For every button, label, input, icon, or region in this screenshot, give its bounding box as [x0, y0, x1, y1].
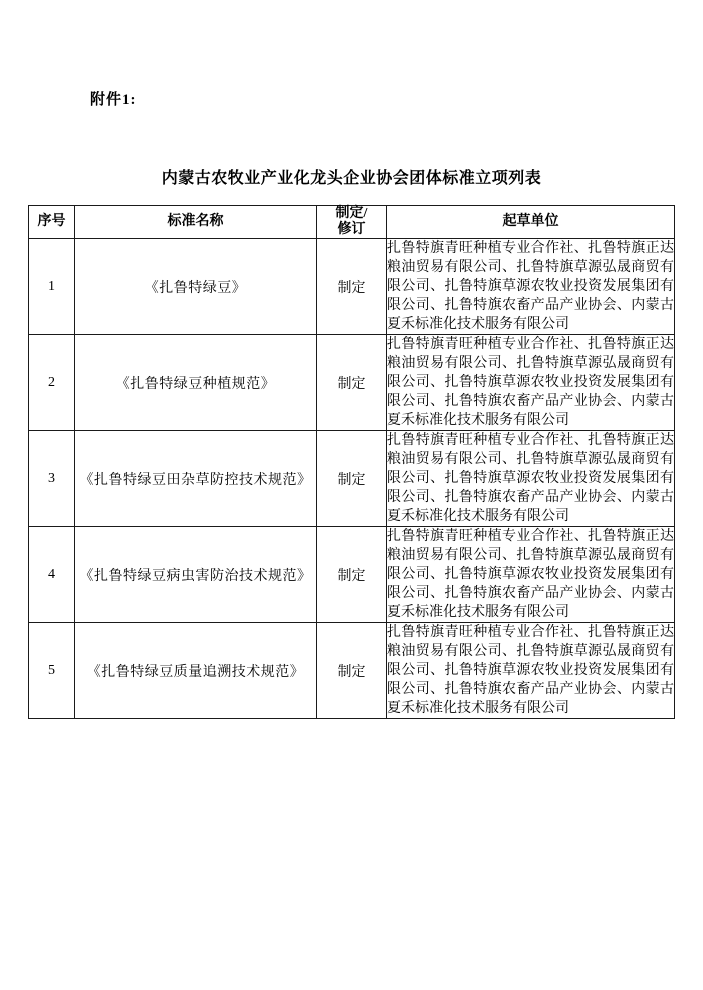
action-type: 制定 [317, 239, 387, 335]
action-type: 制定 [317, 623, 387, 719]
column-header-action-line1: 制定/ [335, 206, 368, 221]
drafting-units: 扎鲁特旗青旺种植专业合作社、扎鲁特旗正达粮油贸易有限公司、扎鲁特旗草源弘晟商贸有限公司、扎鲁特旗草源农牧业投资发展集团有限公司、扎鲁特旗农畜产品产业协会、内蒙古夏禾标准化技术服务有限公司 [387, 239, 675, 335]
action-type: 制定 [317, 335, 387, 431]
table-row [29, 239, 675, 335]
attachment-label: 附件1: [90, 92, 137, 108]
column-header-standard-name: 标准名称 [75, 206, 317, 239]
row-number: 5 [29, 623, 75, 719]
standard-name: 《扎鲁特绿豆种植规范》 [75, 335, 317, 431]
row-number: 3 [29, 431, 75, 527]
table-row [29, 335, 675, 431]
action-type: 制定 [317, 527, 387, 623]
page-title: 内蒙古农牧业产业化龙头企业协会团体标准立项列表 [161, 170, 542, 187]
column-header-action [317, 206, 387, 239]
row-number: 1 [29, 239, 75, 335]
column-header-action-line2: 修订 [337, 222, 366, 237]
table-row [29, 431, 675, 527]
drafting-units: 扎鲁特旗青旺种植专业合作社、扎鲁特旗正达粮油贸易有限公司、扎鲁特旗草源弘晟商贸有限公司、扎鲁特旗草源农牧业投资发展集团有限公司、扎鲁特旗农畜产品产业协会、内蒙古夏禾标准化技术服务有限公司 [387, 431, 675, 527]
row-number: 2 [29, 335, 75, 431]
standard-name: 《扎鲁特绿豆》 [75, 239, 317, 335]
table-row [29, 527, 675, 623]
standard-name: 《扎鲁特绿豆田杂草防控技术规范》 [75, 431, 317, 527]
drafting-units: 扎鲁特旗青旺种植专业合作社、扎鲁特旗正达粮油贸易有限公司、扎鲁特旗草源弘晟商贸有限公司、扎鲁特旗草源农牧业投资发展集团有限公司、扎鲁特旗农畜产品产业协会、内蒙古夏禾标准化技术服务有限公司 [387, 335, 675, 431]
standard-name: 《扎鲁特绿豆病虫害防治技术规范》 [75, 527, 317, 623]
column-header-no: 序号 [29, 206, 75, 239]
column-header-drafting-unit: 起草单位 [387, 206, 675, 239]
drafting-units: 扎鲁特旗青旺种植专业合作社、扎鲁特旗正达粮油贸易有限公司、扎鲁特旗草源弘晟商贸有限公司、扎鲁特旗草源农牧业投资发展集团有限公司、扎鲁特旗农畜产品产业协会、内蒙古夏禾标准化技术服务有限公司 [387, 623, 675, 719]
table-row [29, 623, 675, 719]
standards-table [28, 205, 675, 719]
drafting-units: 扎鲁特旗青旺种植专业合作社、扎鲁特旗正达粮油贸易有限公司、扎鲁特旗草源弘晟商贸有限公司、扎鲁特旗草源农牧业投资发展集团有限公司、扎鲁特旗农畜产品产业协会、内蒙古夏禾标准化技术服务有限公司 [387, 527, 675, 623]
action-type: 制定 [317, 431, 387, 527]
table-header-row [29, 206, 675, 239]
standard-name: 《扎鲁特绿豆质量追溯技术规范》 [75, 623, 317, 719]
row-number: 4 [29, 527, 75, 623]
